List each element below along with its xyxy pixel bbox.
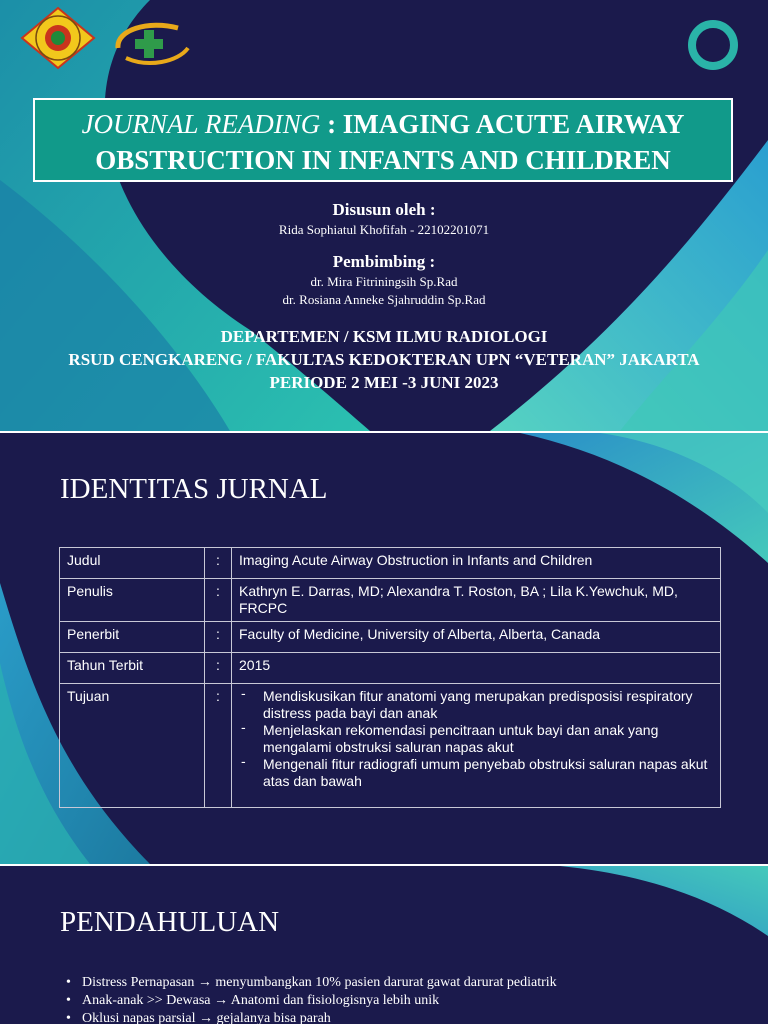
title-slide (0, 0, 768, 431)
list-item: • Distress Pernapasan → menyumbangkan 10% pasien darurat gawat darurat pediatrik (66, 974, 557, 992)
row-value: Faculty of Medicine, University of Alberta, Alberta, Canada (232, 622, 721, 653)
compiled-by-label: Disusun oleh : (332, 200, 436, 219)
introduction-slide (0, 866, 768, 1024)
row-label: Penerbit (60, 622, 205, 653)
row-value (232, 684, 721, 808)
aims-list (239, 688, 713, 790)
journal-identity-slide (0, 433, 768, 864)
row-separator: : (205, 653, 232, 684)
supervisor-name-1: dr. Mira Fitriningsih Sp.Rad (310, 274, 458, 289)
table-row (60, 548, 721, 579)
supervisor-name-2: dr. Rosiana Anneke Sjahruddin Sp.Rad (282, 292, 486, 307)
row-label: Penulis (60, 579, 205, 622)
hospital-logo-icon (108, 18, 194, 68)
introduction-heading: PENDAHULUAN (60, 906, 280, 938)
presentation-title (33, 98, 733, 182)
row-label: Judul (60, 548, 205, 579)
upn-logo-icon (18, 6, 98, 70)
title-italic-part: JOURNAL READING (81, 109, 321, 139)
period-line: PERIODE 2 MEI -3 JUNI 2023 (269, 373, 499, 392)
row-separator: : (205, 684, 232, 808)
row-separator: : (205, 548, 232, 579)
row-label: Tahun Terbit (60, 653, 205, 684)
list-item: • Anak-anak >> Dewasa → Anatomi dan fisiologisnya lebih unik (66, 992, 557, 1010)
table-row (60, 579, 721, 622)
row-value: Imaging Acute Airway Obstruction in Infants and Children (232, 548, 721, 579)
list-item: - Menjelaskan rekomendasi pencitraan untuk bayi dan anak yang mengalami obstruksi saluran napas akut (239, 722, 713, 756)
table-row (60, 653, 721, 684)
row-separator: : (205, 579, 232, 622)
row-value: 2015 (232, 653, 721, 684)
decorative-ring-icon (686, 18, 740, 72)
institution-line: RSUD CENGKARENG / FAKULTAS KEDOKTERAN UPN “VETERAN” JAKARTA (68, 350, 700, 369)
row-label: Tujuan (60, 684, 205, 808)
title-main-part: : IMAGING ACUTE AIRWAY OBSTRUCTION IN INFANTS AND CHILDREN (95, 109, 685, 175)
list-item: - Mengenali fitur radiografi umum penyebab obstruksi saluran napas akut atas dan bawah (239, 756, 713, 790)
supervisor-label: Pembimbing : (332, 252, 436, 271)
table-row (60, 622, 721, 653)
row-separator: : (205, 622, 232, 653)
list-item: • Oklusi napas parsial → gejalanya bisa parah (66, 1010, 557, 1024)
list-item: - Mendiskusikan fitur anatomi yang merupakan predisposisi respiratory distress pada bayi dan anak (239, 688, 713, 722)
journal-identity-table (59, 547, 721, 808)
journal-identity-heading: IDENTITAS JURNAL (60, 473, 328, 505)
department-line: DEPARTEMEN / KSM ILMU RADIOLOGI (220, 327, 548, 346)
compiled-by-name: Rida Sophiatul Khofifah - 22102201071 (278, 222, 490, 237)
row-value: Kathryn E. Darras, MD; Alexandra T. Roston, BA ; Lila K.Yewchuk, MD, FRCPC (232, 579, 721, 622)
introduction-bullets (66, 974, 557, 1024)
table-row (60, 684, 721, 808)
